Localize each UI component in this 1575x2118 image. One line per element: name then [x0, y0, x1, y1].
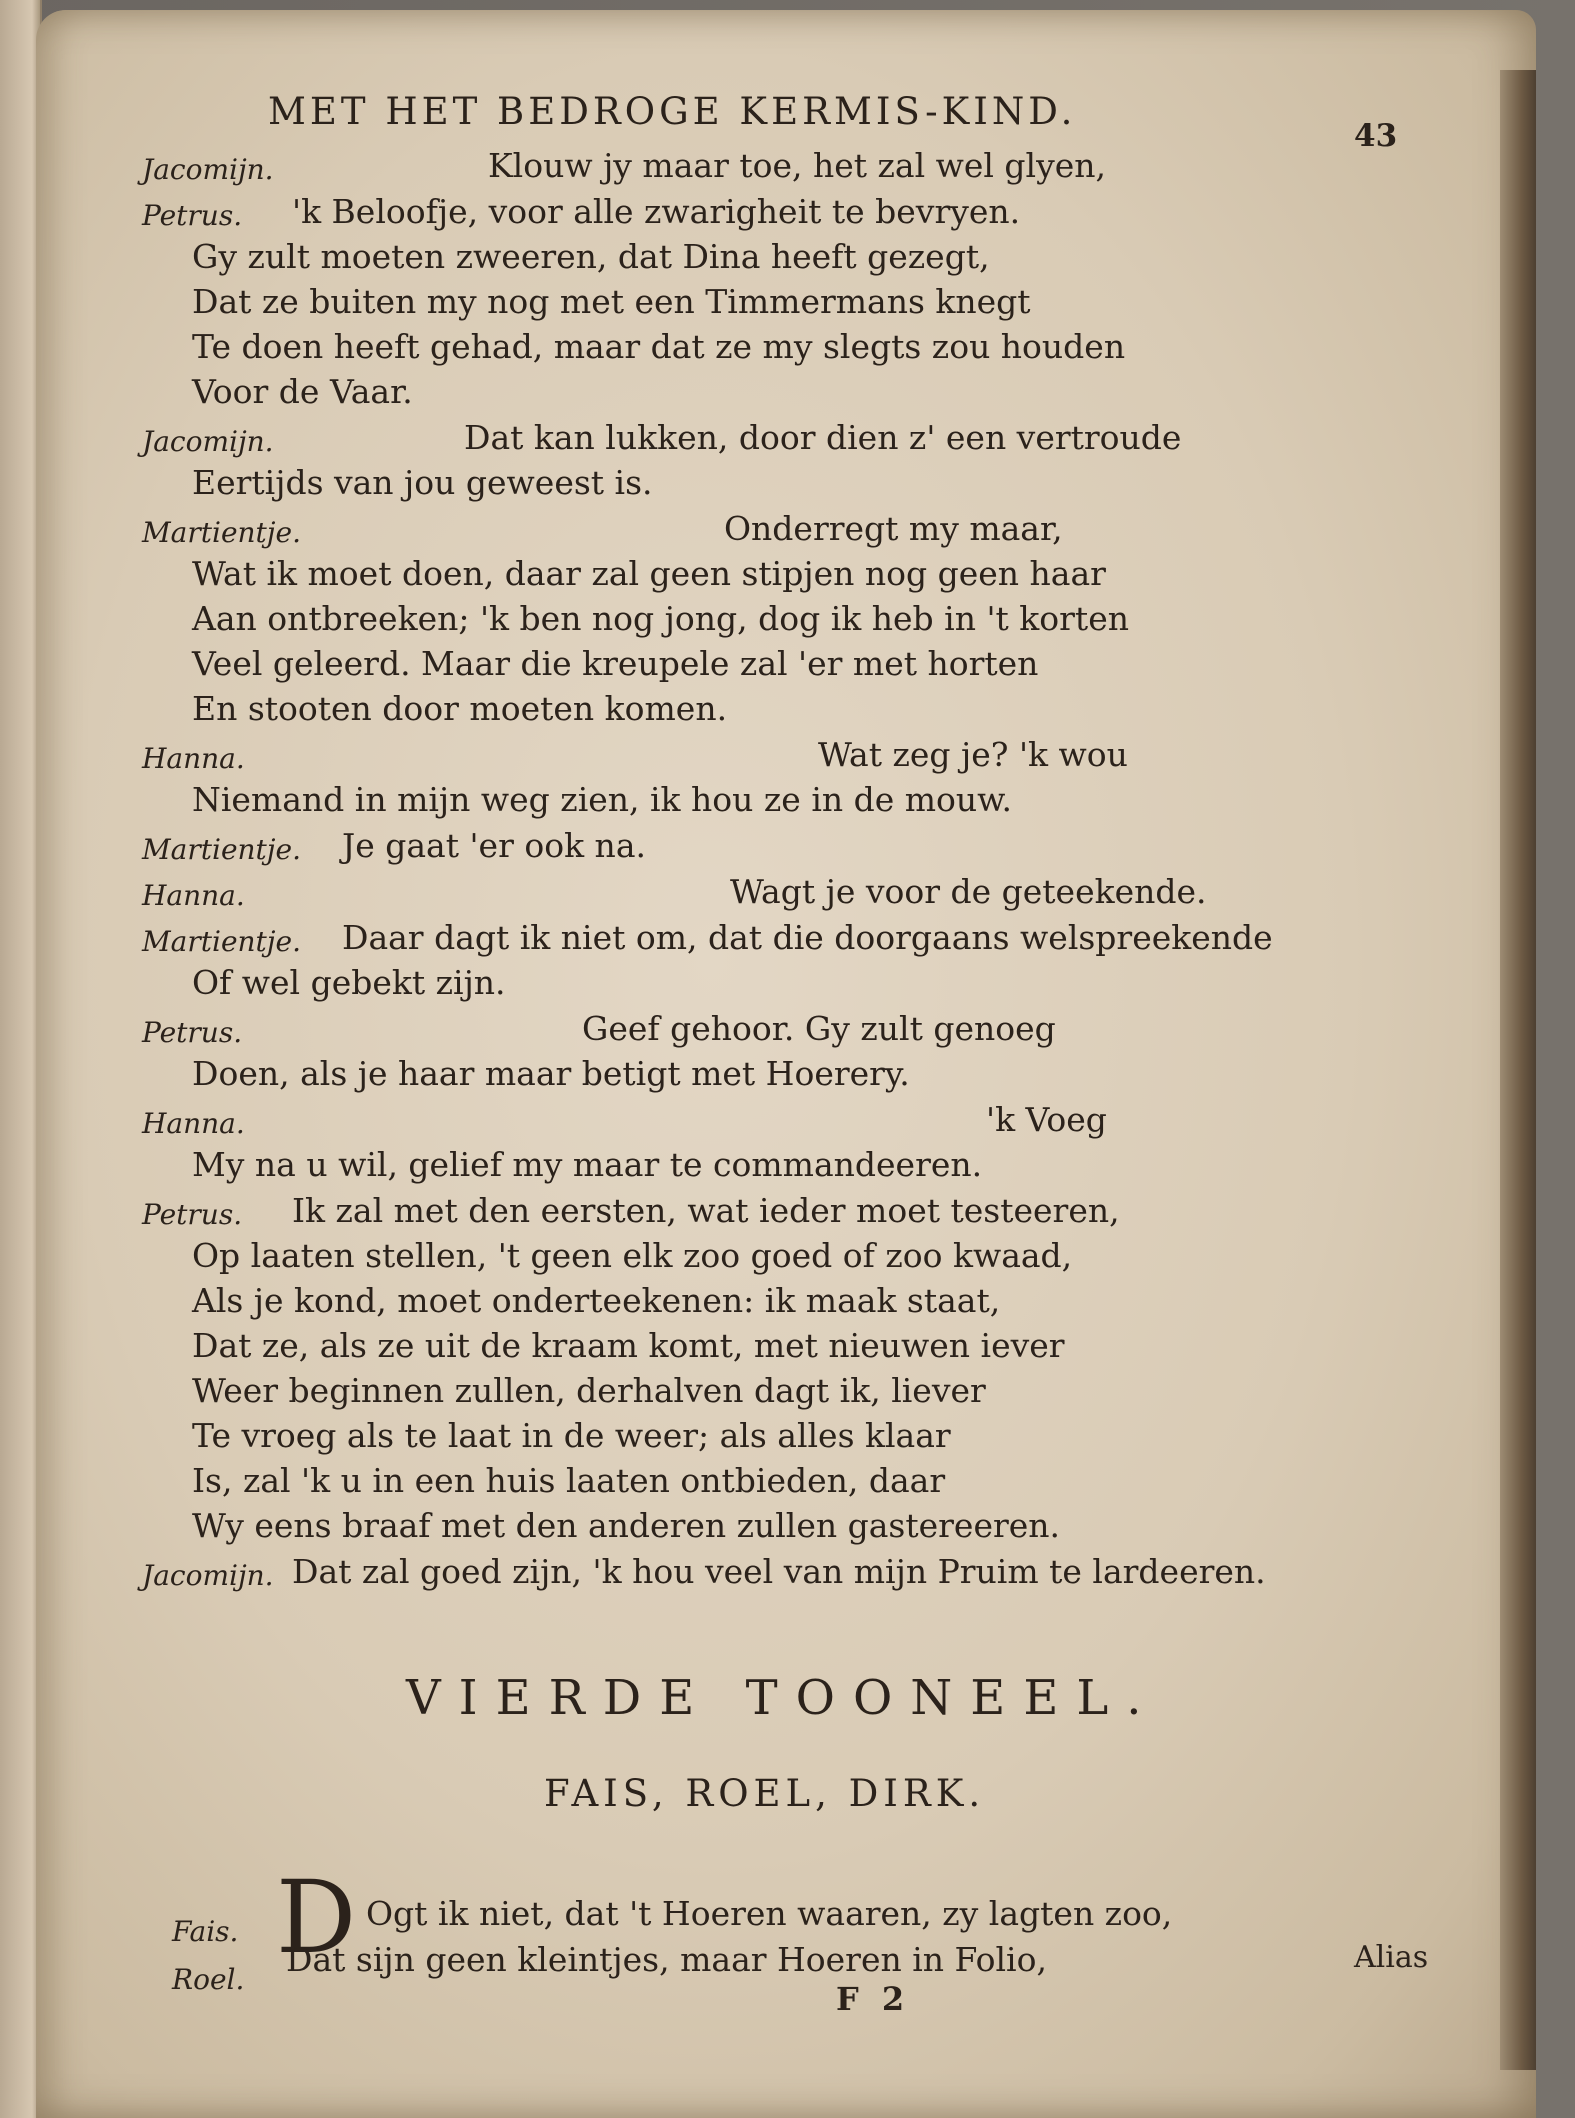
verse-line: Of wel gebekt zijn. [192, 963, 506, 1002]
drop-capital: D [276, 1859, 357, 1976]
verse-line: Wagt je voor de geteekende. [730, 872, 1207, 911]
verse-line: My na u wil, gelief my maar te commandeeren. [192, 1145, 983, 1184]
verse-line: Eertijds van jou geweest is. [192, 463, 653, 502]
speaker-name: Roel. [172, 1963, 245, 1996]
verse-line: En stooten door moeten komen. [192, 689, 728, 728]
verse-line: Doen, als je haar maar betigt met Hoerery. [192, 1054, 910, 1093]
verse-line: Weer beginnen zullen, derhalven dagt ik, liever [192, 1371, 986, 1410]
verse-line: Wat zeg je? 'k wou [818, 735, 1128, 774]
speaker-name: Petrus. [142, 1016, 243, 1049]
speaker-name: Jacomijn. [142, 1559, 274, 1592]
verse-line: Gy zult moeten zweeren, dat Dina heeft gezegt, [192, 237, 990, 276]
catchword: Alias [1354, 1940, 1429, 1975]
speaker-name: Hanna. [142, 879, 245, 912]
running-head: MET HET BEDROGE KERMIS-KIND. [268, 90, 1077, 133]
verse-line: Te vroeg als te laat in de weer; als alles klaar [192, 1416, 951, 1455]
speaker-name: Jacomijn. [142, 153, 274, 186]
cast-list: FAIS, ROEL, DIRK. [544, 1772, 986, 1815]
verse-line: Onderregt my maar, [724, 509, 1063, 548]
speaker-name: Hanna. [142, 1107, 245, 1140]
verse-line: Voor de Vaar. [192, 372, 413, 411]
verse-line: Geef gehoor. Gy zult genoeg [582, 1009, 1056, 1048]
verse-line: Dat ze, als ze uit de kraam komt, met nieuwen iever [192, 1326, 1065, 1365]
page-text [36, 10, 1536, 2118]
speaker-name: Martientje. [142, 925, 301, 958]
verse-line: Je gaat 'er ook na. [342, 826, 646, 865]
verse-line: Klouw jy maar toe, het zal wel glyen, [488, 146, 1107, 185]
speaker-name: Fais. [172, 1915, 239, 1948]
signature-mark: F 2 [836, 1980, 911, 2018]
verse-line: Dat sijn geen kleintjes, maar Hoeren in Folio, [286, 1940, 1047, 1979]
speaker-name: Jacomijn. [142, 425, 274, 458]
verse-line: Dat zal goed zijn, 'k hou veel van mijn Pruim te lardeeren. [292, 1552, 1266, 1591]
verse-line: Wy eens braaf met den anderen zullen gastereeren. [192, 1506, 1061, 1545]
speaker-name: Hanna. [142, 742, 245, 775]
speaker-name: Martientje. [142, 833, 301, 866]
verse-line: Veel geleerd. Maar die kreupele zal 'er met horten [192, 644, 1039, 683]
verse-line: 'k Voeg [986, 1100, 1107, 1139]
verse-line: Is, zal 'k u in een huis laaten ontbieden, daar [192, 1461, 946, 1500]
verse-line: Aan ontbreeken; 'k ben nog jong, dog ik heb in 't korten [192, 599, 1129, 638]
speaker-name: Petrus. [142, 199, 243, 232]
speaker-name: Petrus. [142, 1198, 243, 1231]
verse-line: Op laaten stellen, 't geen elk zoo goed of zoo kwaad, [192, 1236, 1073, 1275]
verse-line: Dat ze buiten my nog met een Timmermans knegt [192, 282, 1031, 321]
verse-line: Als je kond, moet onderteekenen: ik maak staat, [192, 1281, 1001, 1320]
page-number: 43 [1354, 118, 1398, 154]
verse-line: Niemand in mijn weg zien, ik hou ze in de mouw. [192, 780, 1012, 819]
verse-line: Ogt ik niet, dat 't Hoeren waaren, zy lagten zoo, [366, 1894, 1173, 1933]
verse-line: Te doen heeft gehad, maar dat ze my slegts zou houden [192, 327, 1126, 366]
verse-line: Dat kan lukken, door dien z' een vertroude [464, 418, 1182, 457]
verse-line: Daar dagt ik niet om, dat die doorgaans welspreekende [342, 918, 1273, 957]
speaker-name: Martientje. [142, 516, 301, 549]
scene-title: VIERDE TOONEEL. [406, 1670, 1160, 1726]
verse-line: 'k Beloofje, voor alle zwarigheit te bevryen. [292, 192, 1021, 231]
verse-line: Wat ik moet doen, daar zal geen stipjen nog geen haar [192, 554, 1106, 593]
verse-line: Ik zal met den eersten, wat ieder moet testeeren, [292, 1191, 1120, 1230]
book-page [36, 10, 1536, 2118]
